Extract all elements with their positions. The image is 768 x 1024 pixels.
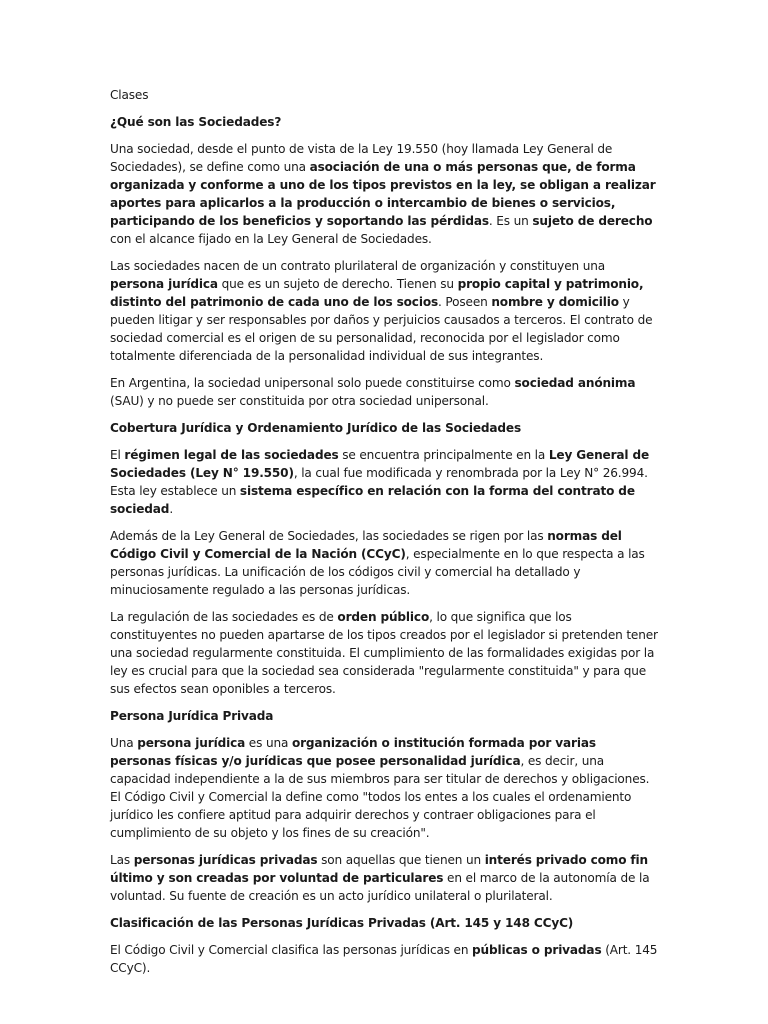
text-run: La regulación de las sociedades es de bbox=[110, 610, 338, 624]
text-run: (Art. 145 CCyC). bbox=[110, 943, 658, 975]
text-run: son aquellas que tienen un bbox=[317, 853, 485, 867]
text-run: Persona Jurídica Privada bbox=[110, 709, 274, 723]
bold-text: nombre y domicilio bbox=[491, 295, 619, 309]
text-run: Las sociedades nacen de un contrato plurilateral de organización y constituyen una bbox=[110, 259, 605, 273]
section-heading bbox=[110, 419, 658, 437]
bold-text: interés privado como fin último y son creadas por voluntad de particulares bbox=[110, 853, 649, 885]
text-run: en el marco de la autonomía de la voluntad. Su fuente de creación es un acto jurídico unilateral o plurilateral. bbox=[110, 871, 650, 903]
paragraph bbox=[110, 608, 658, 698]
text-run: El Código Civil y Comercial clasifica las personas jurídicas en bbox=[110, 943, 473, 957]
text-run: (SAU) y no puede ser constituida por otra sociedad unipersonal. bbox=[110, 394, 489, 408]
bold-text: asociación de una o más personas que, de forma organizada y conforme a uno de los tipos previstos en la ley, se obligan a realizar aportes para aplicarlos a la producción o intercambio de bienes o servicios, participando de los beneficios y soportando las pérdidas bbox=[110, 160, 656, 228]
text-run: . bbox=[169, 502, 174, 516]
text-run: que es un sujeto de derecho. Tienen su bbox=[217, 277, 458, 291]
text-run: . Es un bbox=[488, 214, 533, 228]
bold-text: organización o institución formada por varias personas físicas y/o jurídicas que posee personalidad jurídica bbox=[110, 736, 596, 768]
bold-text: régimen legal de las sociedades bbox=[124, 448, 339, 462]
text-run: , es decir, una capacidad independiente a la de sus miembros para ser titular de derechos y obligaciones. El Código Civil y Comercial la define como "todos los entes a los cuales el ordenamiento jurídico les confiere aptitud para adquirir derechos y contraer obligaciones para el cumplimiento de su objeto y los fines de su creación". bbox=[110, 754, 650, 840]
text-run: con el alcance fijado en la Ley General de Sociedades. bbox=[110, 232, 432, 246]
text-run: , la cual fue modificada y renombrada por la Ley N° 26.994. Esta ley establece un bbox=[110, 466, 648, 498]
text-run: se encuentra principalmente en la bbox=[338, 448, 549, 462]
bold-text: persona jurídica bbox=[137, 736, 246, 750]
paragraph bbox=[110, 374, 658, 410]
bold-text: propio capital y patrimonio, distinto del patrimonio de cada uno de los socios bbox=[110, 277, 644, 309]
text-run: Una bbox=[110, 736, 138, 750]
text-run: Una sociedad, desde el punto de vista de la Ley 19.550 (hoy llamada Ley General de Sociedades), se define como una bbox=[110, 142, 613, 174]
text-run: Cobertura Jurídica y Ordenamiento Jurídico de las Sociedades bbox=[110, 421, 522, 435]
bold-text: orden público bbox=[337, 610, 430, 624]
paragraph bbox=[110, 140, 658, 248]
paragraph bbox=[110, 941, 658, 977]
text-run: , especialmente en lo que respecta a las personas jurídicas. La unificación de los códigos civil y comercial ha detallado y minuciosamente regulado a las personas jurídicas. bbox=[110, 547, 645, 597]
document-label bbox=[110, 86, 658, 104]
bold-text: personas jurídicas privadas bbox=[133, 853, 318, 867]
text-run: Clasificación de las Personas Jurídicas Privadas (Art. 145 y 148 CCyC) bbox=[110, 916, 574, 930]
text-run: Las bbox=[110, 853, 134, 867]
paragraph bbox=[110, 257, 658, 365]
text-run: . Poseen bbox=[438, 295, 492, 309]
bold-text: persona jurídica bbox=[110, 277, 218, 291]
bold-text: públicas o privadas bbox=[472, 943, 602, 957]
bold-text: sociedad anónima bbox=[514, 376, 636, 390]
text-run: El bbox=[110, 448, 125, 462]
paragraph bbox=[110, 446, 658, 518]
bold-text: Ley General de Sociedades (Ley N° 19.550) bbox=[110, 448, 650, 480]
paragraph bbox=[110, 527, 658, 599]
bold-text: sistema específico en relación con la forma del contrato de sociedad bbox=[110, 484, 635, 516]
paragraph bbox=[110, 851, 658, 905]
bold-text: normas del Código Civil y Comercial de la Nación (CCyC) bbox=[110, 529, 622, 561]
text-run: Clases bbox=[110, 88, 149, 102]
paragraph bbox=[110, 734, 658, 842]
text-run: es una bbox=[245, 736, 292, 750]
section-heading bbox=[110, 914, 658, 932]
section-heading bbox=[110, 113, 658, 131]
text-run: y pueden litigar y ser responsables por daños y perjuicios causados a terceros. El contrato de sociedad comercial es el origen de su personalidad, reconocida por el legislador como totalmente diferenciada de la personalidad individual de sus integrantes. bbox=[110, 295, 653, 363]
text-run: ¿Qué son las Sociedades? bbox=[110, 115, 282, 129]
document-page bbox=[110, 86, 658, 986]
text-run: En Argentina, la sociedad unipersonal solo puede constituirse como bbox=[110, 376, 515, 390]
section-heading bbox=[110, 707, 658, 725]
text-run: Además de la Ley General de Sociedades, las sociedades se rigen por las bbox=[110, 529, 548, 543]
text-run: , lo que significa que los constituyentes no pueden apartarse de los tipos creados por el legislador si pretenden tener una sociedad regularmente constituida. El cumplimiento de las formalidades exigidas por la ley es crucial para que la sociedad sea considerada "regularmente constituida" y para que sus efectos sean oponibles a terceros. bbox=[110, 610, 658, 696]
bold-text: sujeto de derecho bbox=[532, 214, 653, 228]
